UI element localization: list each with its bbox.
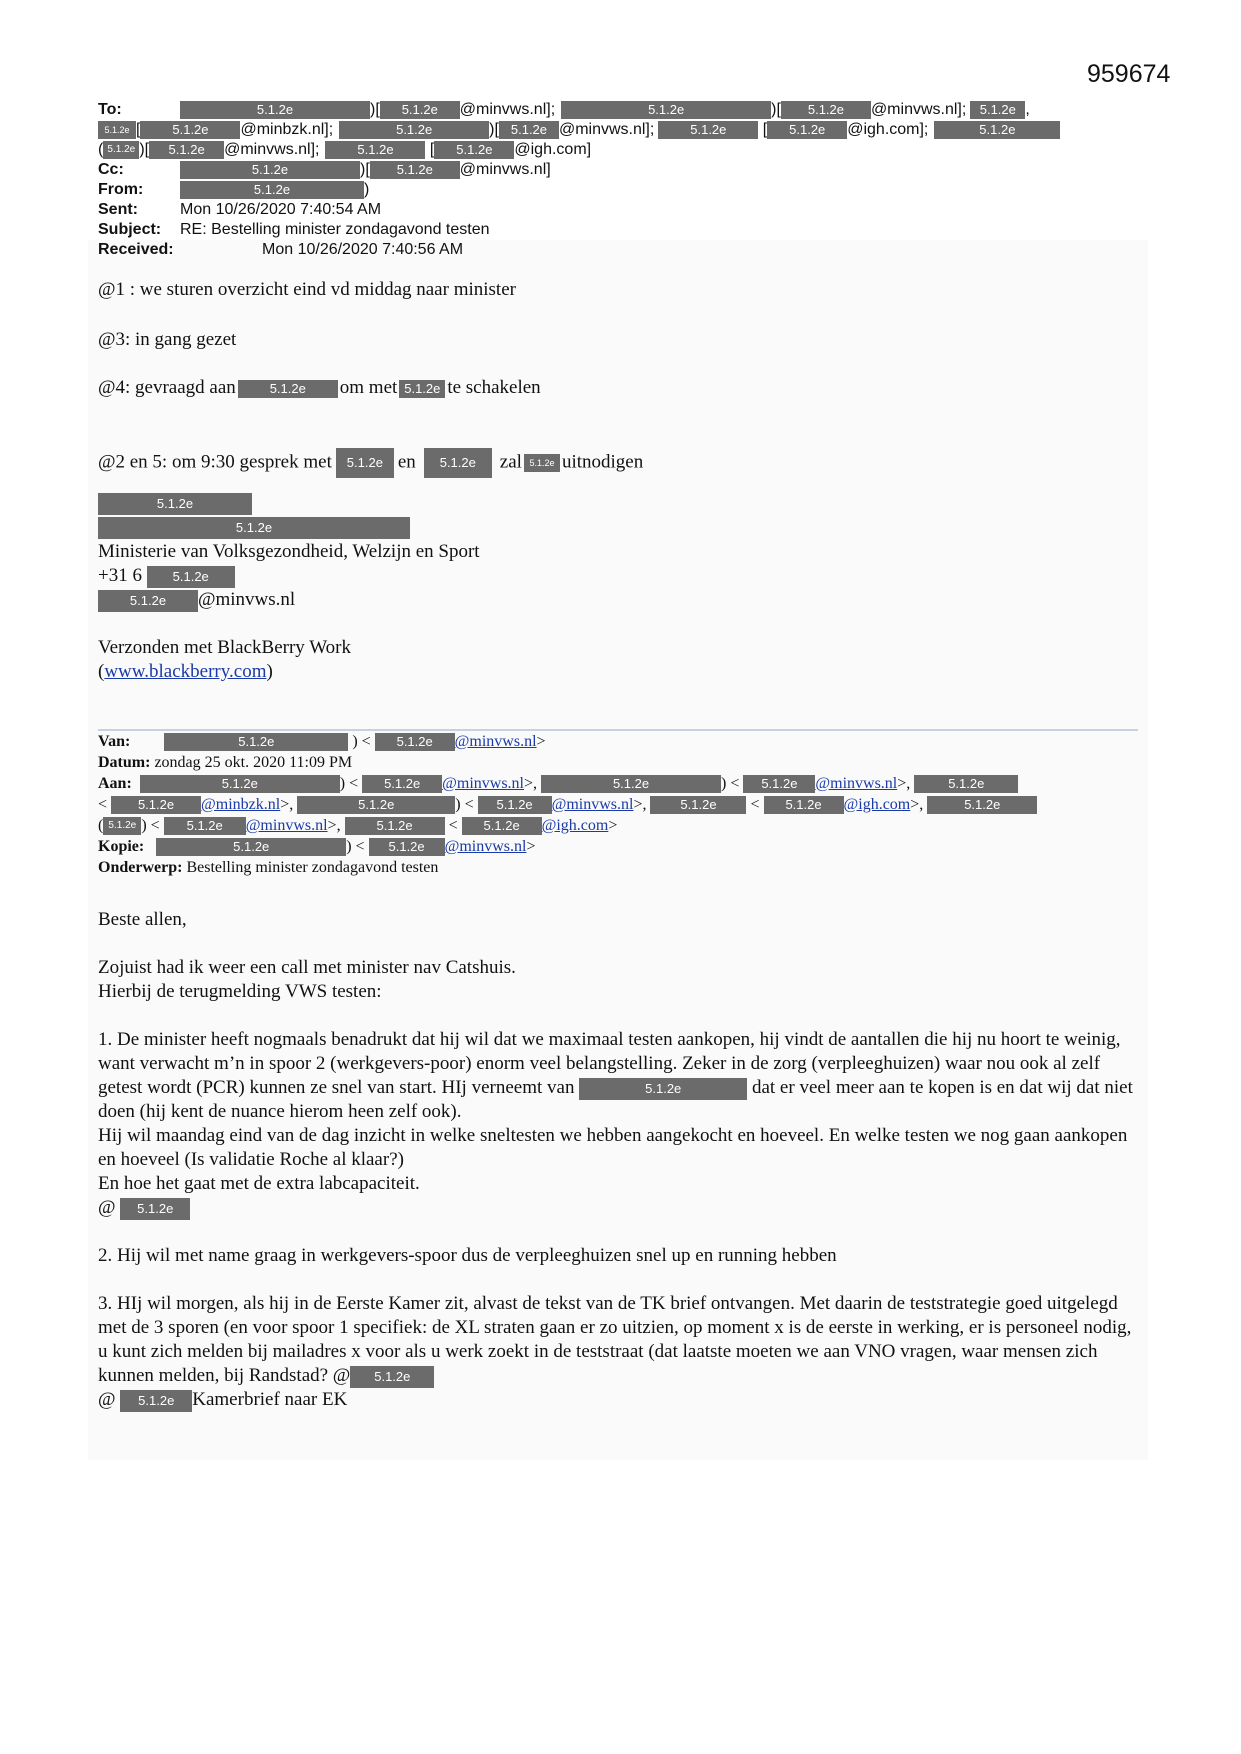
redaction: 5.1.2e <box>149 141 224 159</box>
redaction: 5.1.2e <box>658 121 758 139</box>
text: @ <box>98 1197 116 1218</box>
text: @ <box>98 1389 116 1410</box>
from-line: From: 5.1.2e ) <box>98 181 370 198</box>
to-label: To: <box>98 101 122 118</box>
aan-label: Aan: <box>98 775 132 792</box>
text: en <box>397 451 416 473</box>
redaction: 5.1.2e <box>914 775 1018 793</box>
redaction: 5.1.2e <box>524 454 560 472</box>
text: 3. HIj wil morgen, als hij in de Eerste Kamer zit, alvast de tekst van de TK brief ontvangen. Met daarin de teststrategie goed uitgelegd met de 3 sporen (en voor spoor 1 specifiek: de XL straten gaan er zo uitzien, op moment x is de eerste in werking, er is personeel nodig, u kunt zich melden bij mailadres x voor als u werk zoekt in de teststraat (dat laatste moeten we aan VNO vragen, waar mensen zich kunnen melden, bij Randstad? @ <box>98 1293 1132 1386</box>
redaction: 5.1.2e <box>180 101 370 119</box>
point-2: 2. Hij wil met name graag in werkgevers-spoor dus de verpleeghuizen snel up en running hebben <box>98 1245 837 1266</box>
text: @4: gevraagd aan <box>98 377 236 398</box>
redaction: 5.1.2e <box>434 141 514 159</box>
redaction: 5.1.2e <box>98 517 410 539</box>
redaction: 5.1.2e <box>934 121 1060 139</box>
redaction: 5.1.2e <box>369 838 445 856</box>
redaction: 5.1.2e <box>140 775 340 793</box>
redaction: 5.1.2e <box>98 590 198 612</box>
separator <box>98 729 1138 731</box>
email-link[interactable]: @minvws.nl <box>444 838 527 855</box>
blackberry-link[interactable]: www.blackberry.com <box>104 661 267 682</box>
aan-line-2: < 5.1.2e @minbzk.nl>, 5.1.2e ) < 5.1.2e @minvws.nl>, 5.1.2e < 5.1.2e @igh.com>, 5.1.2e <box>98 795 1037 815</box>
greeting: Beste allen, <box>98 909 187 930</box>
sent-line <box>98 200 381 220</box>
from-label: From: <box>98 181 144 198</box>
redaction: 5.1.2e <box>424 448 492 478</box>
redaction: 5.1.2e <box>541 775 721 793</box>
redaction: 5.1.2e <box>164 733 348 751</box>
received-value: Mon 10/26/2020 7:40:56 AM <box>262 241 464 258</box>
email-link[interactable]: @minvws.nl <box>815 775 898 792</box>
email-link[interactable]: @minbzk.nl <box>201 796 281 813</box>
datum-value: zondag 25 okt. 2020 11:09 PM <box>154 754 353 771</box>
point-1-at <box>98 1196 190 1220</box>
onderwerp-line <box>98 858 438 878</box>
email-domain: @minvws.nl]; <box>459 101 556 118</box>
redaction: 5.1.2e <box>180 161 360 179</box>
subject-label: Subject: <box>98 221 162 238</box>
text: zal <box>499 451 522 473</box>
redaction: 5.1.2e <box>499 121 559 139</box>
kopie-label: Kopie: <box>98 838 145 855</box>
subject-line <box>98 220 490 240</box>
redaction: 5.1.2e <box>111 796 201 814</box>
email-domain: @minvws.nl] <box>459 161 551 178</box>
to-line-2: 5.1.2e [ 5.1.2e @minbzk.nl]; 5.1.2e )[ 5.1.2e @minvws.nl]; 5.1.2e [ 5.1.2e @igh.com]; 5.1.2e <box>98 120 1060 140</box>
redaction: 5.1.2e <box>478 796 552 814</box>
redaction: 5.1.2e <box>103 817 141 835</box>
text: uitnodigen <box>561 451 644 473</box>
intro-2: Hierbij de terugmelding VWS testen: <box>98 981 382 1002</box>
redaction: 5.1.2e <box>650 796 746 814</box>
redaction: 5.1.2e <box>336 448 394 478</box>
redaction: 5.1.2e <box>103 141 139 159</box>
subject-value: RE: Bestelling minister zondagavond testen <box>180 221 490 238</box>
aan-line-3: ( 5.1.2e ) < 5.1.2e @minvws.nl>, 5.1.2e < 5.1.2e @igh.com> <box>98 817 618 834</box>
redaction: 5.1.2e <box>156 838 346 856</box>
redaction: 5.1.2e <box>970 101 1025 119</box>
sent-value: Mon 10/26/2020 7:40:54 AM <box>180 201 382 218</box>
redaction: 5.1.2e <box>399 380 445 398</box>
received-line <box>98 240 463 260</box>
redaction: 5.1.2e <box>781 101 871 119</box>
email-domain: @minvws.nl]; <box>870 101 967 118</box>
email-domain: @igh.com]; <box>847 121 929 138</box>
redaction: 5.1.2e <box>164 817 246 835</box>
email-link[interactable]: @minvws.nl <box>245 817 328 834</box>
redaction: 5.1.2e <box>370 161 460 179</box>
redaction: 5.1.2e <box>927 796 1037 814</box>
signature-email <box>98 588 295 612</box>
van-line: Van: 5.1.2e ) < 5.1.2e @minvws.nl> <box>98 733 546 750</box>
text: @minvws.nl <box>198 589 296 610</box>
reply-line-1: @1 : we sturen overzicht eind vd middag naar minister <box>98 279 516 300</box>
reply-line-2-5 <box>98 448 643 478</box>
text: om met <box>339 377 398 398</box>
text: 1. De minister heeft nogmaals benadrukt dat hij wil dat we maximaal testen aankopen, hij vindt de aantallen die hij nu hoort te weinig, want verwacht m’n in spoor 2 (werkgevers-poor) enorm veel belangstelling. Zeker in de zorg (verpleeghuizen) waar nou ook al zelf getest wordt (PCR) kunnen ze snel van start. HIj verneemt van <box>98 1029 1121 1098</box>
redaction: 5.1.2e <box>297 796 455 814</box>
text: dat er veel meer aan te kopen is en dat wij dat niet doen (hij kent de nuance hierom heen zelf ook). <box>98 1077 1133 1122</box>
redaction: 5.1.2e <box>120 1390 192 1412</box>
redaction: 5.1.2e <box>764 796 844 814</box>
sent-label: Sent: <box>98 201 138 218</box>
datum-label: Datum: <box>98 754 151 771</box>
email-link[interactable]: @igh.com <box>843 796 911 813</box>
van-label: Van: <box>98 733 131 750</box>
redaction: 5.1.2e <box>462 817 542 835</box>
email-domain: @igh.com] <box>514 141 592 158</box>
email-domain: @minvws.nl]; <box>558 121 655 138</box>
received-label: Received: <box>98 241 174 258</box>
redaction: 5.1.2e <box>325 141 425 159</box>
redaction: 5.1.2e <box>362 775 442 793</box>
redaction: 5.1.2e <box>120 1198 190 1220</box>
redaction: 5.1.2e <box>350 1366 434 1388</box>
point-3 <box>98 1292 1138 1388</box>
point-1 <box>98 1028 1138 1124</box>
redaction: 5.1.2e <box>147 566 235 588</box>
email-link[interactable]: @minvws.nl <box>442 775 524 792</box>
redaction: 5.1.2e <box>375 733 455 751</box>
redaction: 5.1.2e <box>180 181 364 199</box>
aan-line-1: Aan: 5.1.2e ) < 5.1.2e @minvws.nl>, 5.1.2e ) < 5.1.2e @minvws.nl>, 5.1.2e <box>98 774 1018 794</box>
signature-title <box>98 515 410 539</box>
reply-line-4 <box>98 376 541 400</box>
redaction: 5.1.2e <box>98 493 252 515</box>
email-link[interactable]: @igh.com <box>541 817 609 834</box>
email-link[interactable]: @minvws.nl <box>551 796 634 813</box>
text: @2 en 5: om 9:30 gesprek met <box>98 451 332 473</box>
kopie-line: Kopie: 5.1.2e ) < 5.1.2e @minvws.nl> <box>98 838 536 855</box>
point-3-at <box>98 1388 347 1412</box>
redaction: 5.1.2e <box>579 1078 747 1100</box>
redaction: 5.1.2e <box>98 121 136 139</box>
to-line-1: To: 5.1.2e )[ 5.1.2e @minvws.nl]; 5.1.2e )[ 5.1.2e @minvws.nl]; 5.1.2e , <box>98 101 1030 118</box>
point-1-request: Hij wil maandag eind van de dag inzicht in welke sneltesten we hebben aangekocht en hoeveel. En welke testen we nog gaan aankopen en hoeveel (Is validatie Roche al klaar?) <box>98 1125 1128 1170</box>
redaction: 5.1.2e <box>743 775 815 793</box>
to-line-3: ( 5.1.2e )[ 5.1.2e @minvws.nl]; 5.1.2e [ 5.1.2e @igh.com] <box>98 141 592 158</box>
point-1-lab: En hoe het gaat met de extra labcapaciteit. <box>98 1173 420 1194</box>
email-domain: @minbzk.nl]; <box>240 121 334 138</box>
text: +31 6 <box>98 565 142 586</box>
text: Kamerbrief naar EK <box>192 1389 348 1410</box>
reply-line-3: @3: in gang gezet <box>98 329 237 350</box>
redaction: 5.1.2e <box>561 101 771 119</box>
redaction: 5.1.2e <box>345 817 445 835</box>
redaction: 5.1.2e <box>767 121 847 139</box>
email-link[interactable]: @minvws.nl <box>454 733 537 750</box>
signature-ministry: Ministerie van Volksgezondheid, Welzijn en Sport <box>98 541 480 562</box>
sent-with: Verzonden met BlackBerry Work <box>98 637 351 658</box>
redaction: 5.1.2e <box>339 121 489 139</box>
redaction: 5.1.2e <box>140 121 240 139</box>
redaction: 5.1.2e <box>238 380 338 398</box>
document-id: 959674 <box>1087 60 1171 88</box>
datum-line <box>98 753 352 773</box>
signature-phone <box>98 564 235 588</box>
intro-1: Zojuist had ik weer een call met minister nav Catshuis. <box>98 957 516 978</box>
onderwerp-value: Bestelling minister zondagavond testen <box>186 859 439 876</box>
cc-line: Cc: 5.1.2e )[ 5.1.2e @minvws.nl] <box>98 161 551 178</box>
text: te schakelen <box>447 377 541 398</box>
signature-name <box>98 491 252 515</box>
cc-label: Cc: <box>98 161 124 178</box>
redaction: 5.1.2e <box>380 101 460 119</box>
blackberry-link-line: (www.blackberry.com) <box>98 661 273 682</box>
onderwerp-label: Onderwerp: <box>98 859 183 876</box>
email-domain: @minvws.nl]; <box>224 141 320 158</box>
